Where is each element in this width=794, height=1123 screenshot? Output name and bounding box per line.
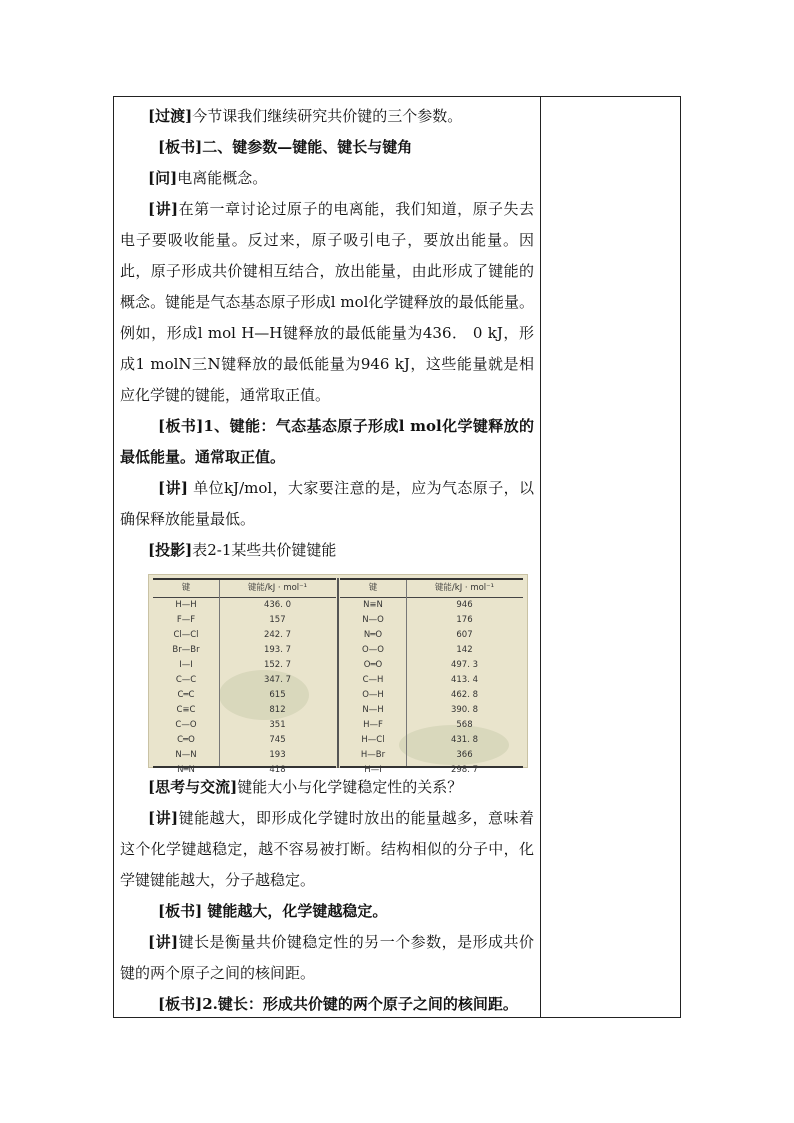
bond-energy-cell: 298. 7 xyxy=(450,765,479,775)
tag-transition: [过渡] xyxy=(148,107,193,125)
tag-lecture: [讲] xyxy=(148,809,179,827)
paragraph-lecture-unit: [讲] 单位kJ/mol，大家要注意的是，应为气态原子，以确保释放能量最低。 xyxy=(120,479,534,528)
bond-energy-cell: 418 xyxy=(269,765,286,775)
table-center-separator xyxy=(337,578,339,768)
bond-cell: C—C xyxy=(175,675,197,685)
table-row xyxy=(340,658,523,673)
table-row xyxy=(340,628,523,643)
table-right-rows xyxy=(340,598,523,778)
bond-cell: O═O xyxy=(363,660,383,670)
bond-cell: N—H xyxy=(362,705,384,715)
tag-lecture: [讲] xyxy=(158,479,188,497)
tag-board: [板书] xyxy=(158,995,203,1013)
bond-cell: N═N xyxy=(177,765,195,775)
bond-cell: H—Br xyxy=(360,750,386,760)
bond-energy-cell: 366 xyxy=(456,750,473,760)
bond-cell: C—O xyxy=(175,720,197,730)
bond-energy-cell: 176 xyxy=(456,615,473,625)
table-left-half xyxy=(153,578,336,775)
table-row xyxy=(340,763,523,778)
bond-energy-cell: 142 xyxy=(456,645,473,655)
paragraph-board-bond-length: [板书]2.键长：形成共价键的两个原子之间的核间距。 xyxy=(158,995,518,1013)
paragraph-lecture-bond-length: [讲]键长是衡量共价键稳定性的另一个参数，是形成共价键的两个原子之间的核间距。 xyxy=(120,933,534,982)
bond-energy-cell: 157 xyxy=(269,615,286,625)
bond-energy-cell: 390. 8 xyxy=(450,705,479,715)
bond-cell: O—O xyxy=(362,645,384,655)
bond-cell: H—I xyxy=(364,765,382,775)
table-row xyxy=(340,733,523,748)
table-row xyxy=(153,673,336,688)
bond-energy-cell: 462. 8 xyxy=(450,690,479,700)
table-row xyxy=(340,643,523,658)
tag-question: [问] xyxy=(148,169,178,187)
table-row xyxy=(153,628,336,643)
paragraph-lecture-bond-energy: [讲]在第一章讨论过原子的电离能，我们知道，原子失去电子要吸收能量。反过来，原子吸引电子，要放出能量。因此，原子形成共价键相互结合，放出能量，由此形成了键能的概念。键能是气态基态原子形成l mol化学键释放的最低能量。例如，形成l mol H—H键释放的最低能量为436． 0 kJ，形成1 molN三N键释放的最低能量为946 kJ，这些能量就是相应化学键的键能，通常取正值。 xyxy=(120,200,534,404)
bond-cell: I—I xyxy=(179,660,193,670)
paragraph-question: [问]电离能概念。 xyxy=(148,169,268,187)
table-row xyxy=(340,673,523,688)
bond-cell: N—N xyxy=(175,750,197,760)
table-row xyxy=(340,703,523,718)
bond-cell: H—Cl xyxy=(361,735,385,745)
table-header-row: 键 键能/kJ · mol⁻¹ xyxy=(340,580,523,598)
bond-cell: C—H xyxy=(362,675,384,685)
bond-cell: Cl—Cl xyxy=(173,630,199,640)
column-divider xyxy=(540,96,541,1018)
tag-board: [板书] xyxy=(158,417,204,435)
paragraph-transition: [过渡]今节课我们继续研究共价键的三个参数。 xyxy=(148,107,463,125)
bond-cell: H—F xyxy=(363,720,383,730)
bond-energy-cell: 413. 4 xyxy=(450,675,479,685)
bond-energy-cell: 242. 7 xyxy=(263,630,292,640)
bond-energy-cell: 615 xyxy=(269,690,286,700)
table-row xyxy=(153,658,336,673)
tag-board: [板书] xyxy=(158,902,203,920)
table-row xyxy=(340,688,523,703)
tag-think-discuss: [思考与交流] xyxy=(148,778,238,796)
table-row xyxy=(153,733,336,748)
table-row xyxy=(153,613,336,628)
tag-lecture: [讲] xyxy=(148,933,179,951)
bond-energy-cell: 497. 3 xyxy=(450,660,479,670)
table-row xyxy=(340,598,523,613)
tag-board: [板书] xyxy=(158,138,203,156)
bond-energy-cell: 946 xyxy=(456,600,473,610)
bond-energy-table-image xyxy=(148,574,528,775)
bond-cell: C≡C xyxy=(176,705,196,715)
bond-energy-cell: 745 xyxy=(269,735,286,745)
bond-cell: N≡N xyxy=(363,600,383,610)
table-header-row: 键 键能/kJ · mol⁻¹ xyxy=(153,580,336,598)
bond-energy-cell: 568 xyxy=(456,720,473,730)
table-row xyxy=(153,643,336,658)
table-row xyxy=(153,598,336,613)
paragraph-lecture-stability: [讲]键能越大，即形成化学键时放出的能量越多，意味着这个化学键越稳定，越不容易被打断。结构相似的分子中，化学键键能越大，分子越稳定。 xyxy=(120,809,534,889)
bond-cell: F—F xyxy=(176,615,196,625)
bond-energy-cell: 812 xyxy=(269,705,286,715)
bond-energy-cell: 607 xyxy=(456,630,473,640)
bond-energy-cell: 193 xyxy=(269,750,286,760)
table-row xyxy=(153,703,336,718)
bond-energy-cell: 152. 7 xyxy=(263,660,292,670)
bond-energy-cell: 351 xyxy=(269,720,286,730)
tag-projection: [投影] xyxy=(148,541,193,559)
bond-cell: N—O xyxy=(362,615,384,625)
table-row xyxy=(340,748,523,763)
table-row xyxy=(153,688,336,703)
bond-energy-cell: 431. 8 xyxy=(450,735,479,745)
bond-cell: C═C xyxy=(177,690,195,700)
paragraph-projection: [投影]表2-1某些共价键键能 xyxy=(148,541,337,559)
table-right-half xyxy=(340,578,523,775)
bond-cell: H—H xyxy=(175,600,197,610)
bond-cell: Br—Br xyxy=(172,645,200,655)
bond-energy-cell: 193. 7 xyxy=(263,645,292,655)
paragraph-think-discuss: [思考与交流]键能大小与化学键稳定性的关系？ xyxy=(148,778,463,796)
bond-energy-cell: 436. 0 xyxy=(263,600,292,610)
bond-cell: C═O xyxy=(177,735,195,745)
bond-cell: N═O xyxy=(363,630,383,640)
table-row xyxy=(340,718,523,733)
table-row xyxy=(153,718,336,733)
table-row xyxy=(153,748,336,763)
bond-cell: O—H xyxy=(362,690,384,700)
table-row xyxy=(153,763,336,778)
paragraph-board-stability: [板书] 键能越大，化学键越稳定。 xyxy=(158,902,388,920)
lesson-content xyxy=(120,96,534,1020)
paragraph-board-definition: [板书]1、键能：气态基态原子形成l mol化学键释放的最低能量。通常取正值。 xyxy=(120,417,534,466)
table-left-rows xyxy=(153,598,336,778)
tag-lecture: [讲] xyxy=(148,200,179,218)
bond-energy-cell: 347. 7 xyxy=(263,675,292,685)
paragraph-board-title: [板书]二、键参数—键能、键长与键角 xyxy=(158,138,413,156)
table-row xyxy=(340,613,523,628)
